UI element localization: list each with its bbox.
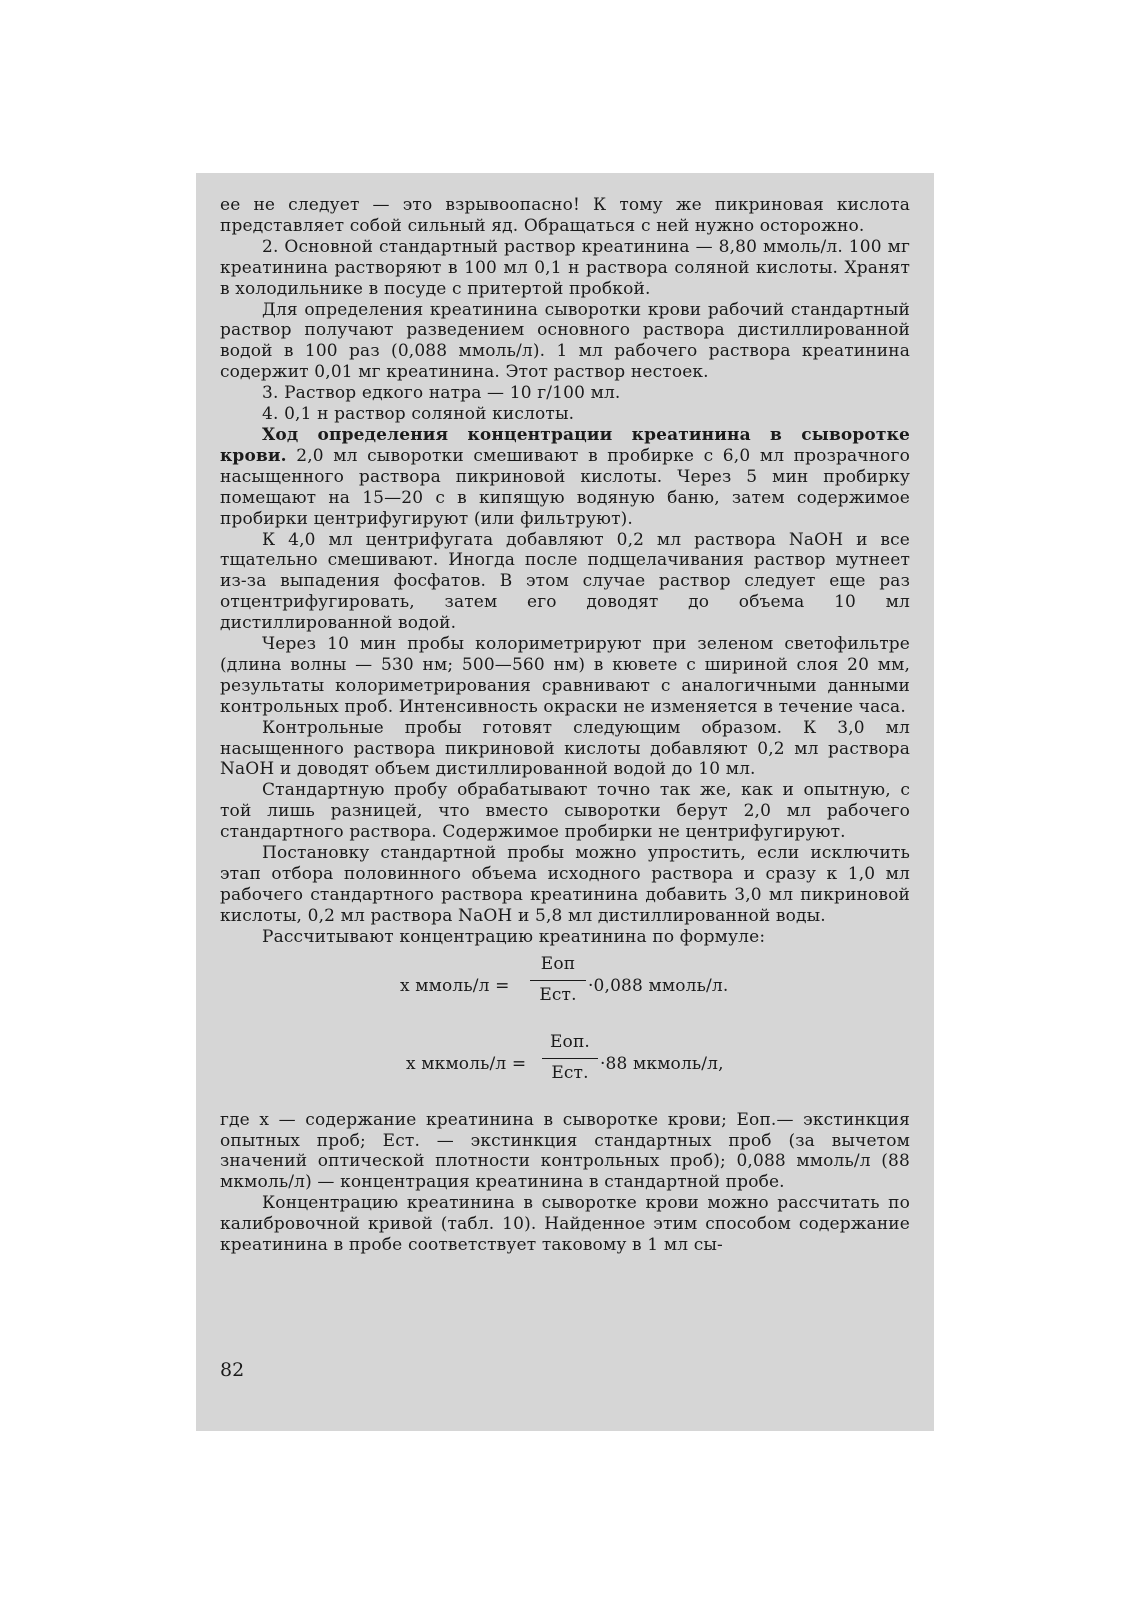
formula-mmol-fraction: [530, 952, 586, 1007]
formula-mmol-numerator: Eоп: [540, 953, 576, 974]
paragraph-hcl: 4. 0,1 н раствор соляной кислоты.: [262, 404, 575, 425]
formula-mmol-denominator: Eст.: [539, 984, 577, 1005]
formula-mkmol-denominator: Eст.: [551, 1062, 589, 1083]
page-number: 82: [220, 1359, 245, 1381]
paragraph-working-solution: Для определения креатинина сыворотки крови рабочий стандартный раствор получают разведением основного раствора дистиллированной водой в 100 раз (0,088 ммоль/л). 1 мл рабочего раствора креатинина содержит 0,01 мг креатинина. Этот раствор нестоек.: [220, 299, 910, 383]
fraction-bar: [542, 1058, 598, 1059]
paragraph-naoh: 3. Раствор едкого натра — 10 г/100 мл.: [262, 383, 621, 404]
paragraph-simplification: Постановку стандартной пробы можно упростить, если исключить этап отбора половинного объема исходного раствора и сразу к 1,0 мл рабочего стандартного раствора креатинина добавить 3,0 мл пикриновой кислоты, 0,2 мл раствора NaOH и 5,8 мл дистиллированной воды.: [220, 843, 910, 926]
paragraph-colorimetry: Через 10 мин пробы колориметрируют при зеленом светофильтре (длина волны — 530 нм; 500—560 нм) в кювете с шириной слоя 20 мм, результаты колориметрирования сравнивают с аналогичными данными контрольных проб. Интенсивность окраски не изменяется в течение часа.: [220, 634, 910, 717]
formula-mkmol-numerator: Eоп.: [550, 1031, 590, 1052]
formula-mmol-rhs: ·0,088 ммоль/л.: [588, 975, 729, 996]
paragraph-stock-solution: 2. Основной стандартный раствор креатинина — 8,80 ммоль/л. 100 мг креатинина растворяют в 100 мл 0,1 н раствора соляной кислоты. Хранят в холодильнике в посуде с притертой пробкой.: [220, 236, 910, 299]
formula-mmol-lhs: х ммоль/л =: [400, 975, 510, 996]
paragraph-centrifugate: К 4,0 мл центрифугата добавляют 0,2 мл раствора NaOH и все тщательно смешивают. Иногда после подщелачивания раствор мутнеет из-за выпадения фосфатов. В этом случае раствор следует еще раз отцентрифугировать, затем его доводят до объема 10 мл дистиллированной водой.: [220, 529, 910, 634]
formula-mkmol-lhs: х мкмоль/л =: [406, 1053, 527, 1074]
paragraph-standard-sample: Стандартную пробу обрабатывают точно так же, как и опытную, с той лишь разницей, что вместо сыворотки берут 2,0 мл рабочего стандартного раствора. Содержимое пробирки не центрифугируют.: [220, 780, 910, 843]
paragraph-continuation: ее не следует — это взрывоопасно! К тому же пикриновая кислота представляет собой сильный яд. Обращаться с ней нужно осторожно.: [220, 195, 910, 236]
paragraph-formula-intro: Рассчитывают концентрацию креатинина по формуле:: [262, 926, 766, 947]
procedure-intro: 2,0 мл сыворотки смешивают в пробирке с 6,0 мл прозрачного насыщенного раствора пикриновой кислоты. Через 5 мин пробирку помещают на 15—20 с в кипящую водяную баню, затем содержимое пробирки центрифугируют (или фильтруют).: [220, 445, 910, 529]
scanned-page: [196, 173, 934, 1431]
paragraph-control-samples: Контрольные пробы готовят следующим образом. К 3,0 мл насыщенного раствора пикриновой кислоты добавляют 0,2 мл раствора NaOH и доводят объем дистиллированной водой до 10 мл.: [220, 717, 910, 780]
paragraph-legend: где х — содержание креатинина в сыворотке крови; Еоп.— экстинкция опытных проб; Ест. — экстинкция стандартных проб (за вычетом значений оптической плотности контрольных проб); 0,088 ммоль/л (88 мкмоль/л) — концентрация креатинина в стандартной пробе.: [220, 1109, 910, 1193]
procedure-heading: Ход определения концентрации креатинина в сыворотке крови.: [220, 424, 910, 466]
formula-mkmol-fraction: [542, 1030, 598, 1085]
page-body: [220, 195, 910, 1256]
fraction-bar: [530, 980, 586, 981]
formula-mkmol-rhs: ·88 мкмоль/л,: [600, 1053, 724, 1074]
paragraph-procedure: [220, 425, 910, 530]
paragraph-calibration: Концентрацию креатинина в сыворотке крови можно рассчитать по калибровочной кривой (табл. 10). Найденное этим способом содержание креатинина в пробе соответствует таковому в 1 мл сы-: [220, 1193, 910, 1256]
formula-mkmol: [220, 1030, 910, 1100]
formula-mmol: [220, 952, 910, 1022]
